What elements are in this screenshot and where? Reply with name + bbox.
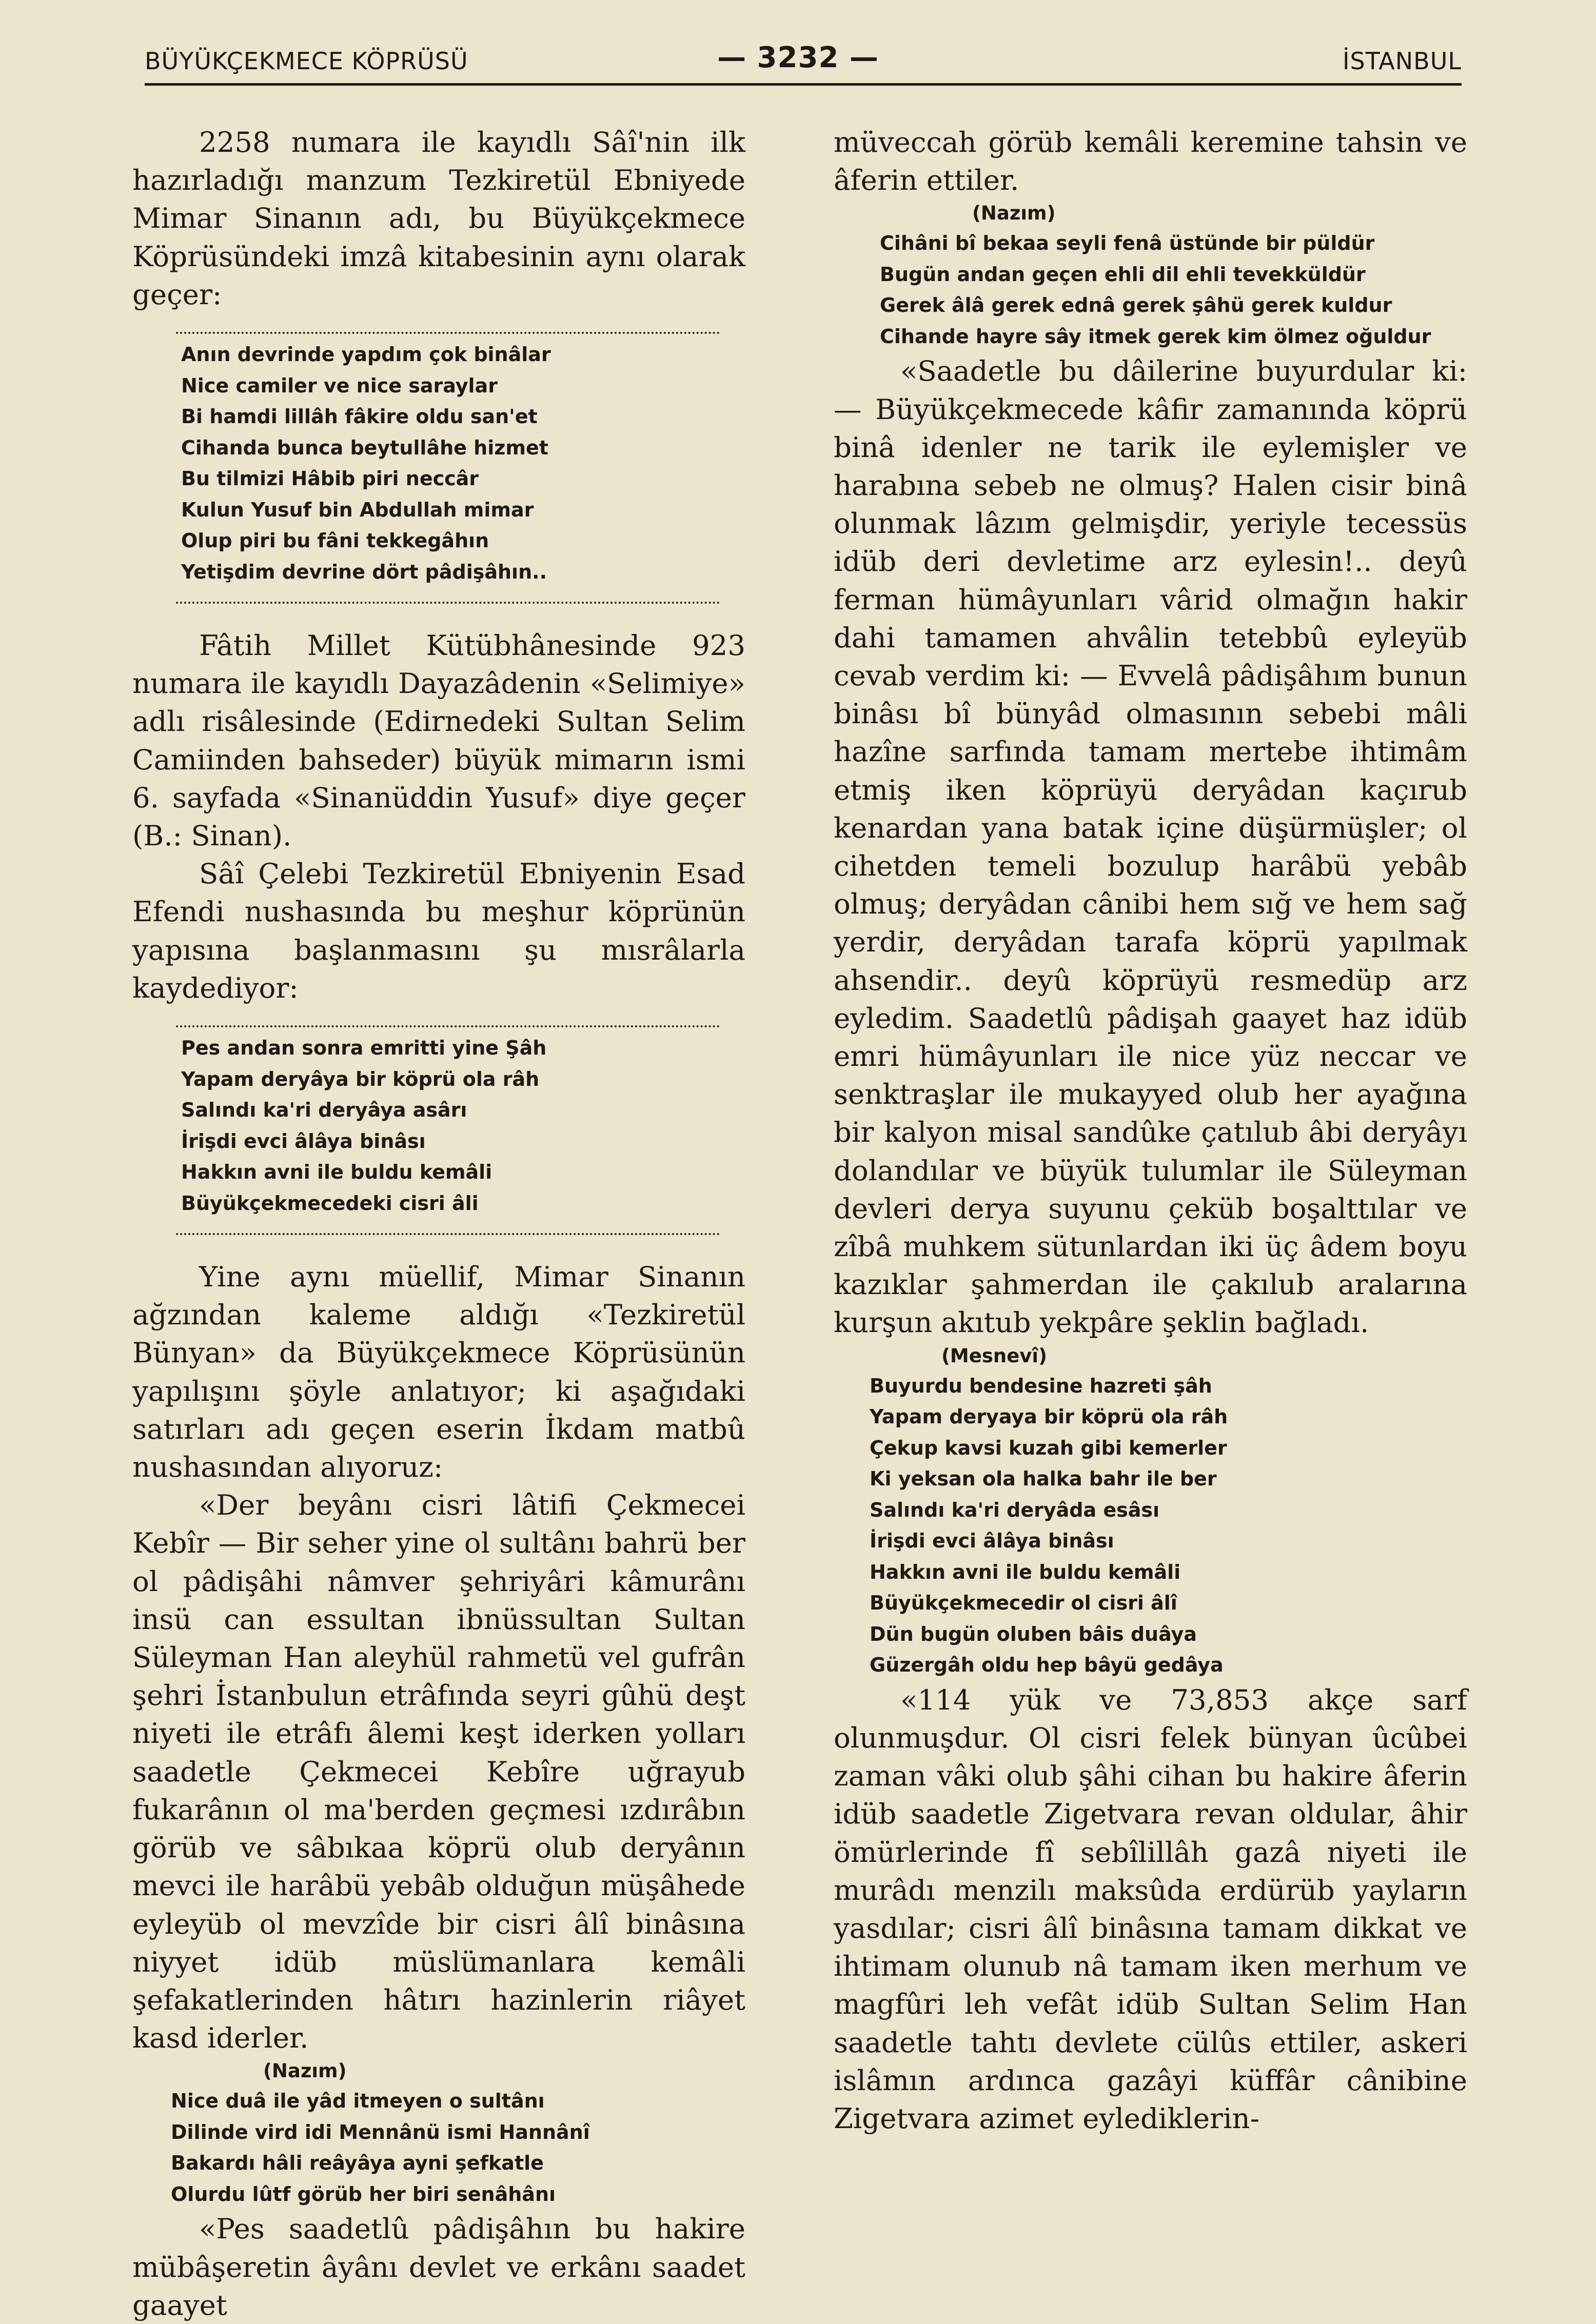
paragraph: «Pes saadetlû pâdişâhın bu hakire mübâşeretin âyânı devlet ve erkânı saadet gaayet bbox=[132, 2212, 745, 2321]
paragraph: Fâtih Millet Kütübhânesinde 923 numara ile kayıdlı Dayazâdenin «Selimiye» adlı risâlesinde (Edirnedeki Sultan Selim Camiinden bahseder) büyük mimarın ismi 6. sayfada «Sinanüddin Yusuf» diye geçer (B.: Sinan). bbox=[132, 629, 745, 852]
verse-block bbox=[132, 2057, 745, 2210]
dotted-separator bbox=[176, 1007, 720, 1027]
verse-block bbox=[132, 339, 745, 587]
verse-line: Kulun Yusuf bin Abdullah mimar bbox=[181, 498, 534, 521]
verse-line: Yapam deryaya bir köprü ola râh bbox=[870, 1405, 1228, 1428]
verse-line: Güzergâh oldu hep bâyü gedâya bbox=[870, 1654, 1224, 1677]
verse-line: Bugün andan geçen ehli dil ehli tevekküldür bbox=[880, 263, 1366, 286]
verse-line: İrişdi evci âlâya binâsı bbox=[181, 1129, 426, 1153]
paragraph: müveccah görüb kemâli keremine tahsin ve âferin ettiler. bbox=[834, 126, 1467, 197]
header-rule bbox=[145, 83, 1462, 86]
verse-block bbox=[834, 199, 1467, 352]
dotted-separator bbox=[176, 313, 720, 334]
paragraph: Sâî Çelebi Tezkiretül Ebniyenin Esad Efendi nushasında bu meşhur köprünün yapısına başlanmasını şu mısrâlarla kaydediyor: bbox=[132, 857, 745, 1004]
paragraph: «Der beyânı cisri lâtifi Çekmecei Kebîr — Bir seher yine ol sultânı bahrü ber ol pâdişâhi nâmver şehriyâri kâmurânı insü can essultan ibnüssultan Sultan Süleyman Han aleyhül rahmetü vel gufrân şehri İstanbulun etrâfında seyri gûhü deşt niyeti ile etrâfı âlemi keşt iderken yolları saadetle Çekmecei Kebîre uğrayub fukarânın ol ma'berden geçmesi ızdırâbın görüb ve sâbıkaa köprü olub deryânın mevci ile harâbü yebâb olduğun müşâhede eyleyüb ol mevzîde bir cisri âlî binâsına niyyet idüb müslümanlara kemâli şefakatlerinden hâtırı hazinlerin riâyet kasd iderler. bbox=[132, 1488, 745, 2055]
verse-line: Ki yeksan ola halka bahr ile ber bbox=[870, 1467, 1217, 1491]
paragraph: 2258 numara ile kayıdlı Sâî'nin ilk hazırladığı manzum Tezkiretül Ebniyede Mimar Sinanın adı, bu Büyükçekmece Köprüsündeki imzâ kitabesinin aynı olarak geçer: bbox=[132, 126, 745, 311]
verse-line: Hakkın avni ile buldu kemâli bbox=[181, 1161, 492, 1184]
verse-line: Bi hamdi lillâh fâkire oldu san'et bbox=[181, 405, 538, 428]
page-number: — 3232 — bbox=[717, 41, 879, 74]
verse-line: İrişdi evci âlâya binâsı bbox=[870, 1530, 1114, 1553]
dotted-separator bbox=[176, 587, 720, 604]
verse-line: Cihâni bî bekaa seyli fenâ üstünde bir püldür bbox=[880, 232, 1375, 255]
verse-line: Nice duâ ile yâd itmeyen o sultânı bbox=[171, 2090, 545, 2113]
verse-block bbox=[834, 1342, 1467, 1681]
verse-line: Büyükçekmecedeki cisri âli bbox=[181, 1191, 479, 1215]
right-column bbox=[834, 123, 1467, 2137]
verse-line: Cihande hayre sây itmek gerek kim ölmez oğuldur bbox=[880, 325, 1431, 348]
verse-line: Dün bugün oluben bâis duâya bbox=[870, 1622, 1197, 1645]
left-column bbox=[132, 123, 745, 2324]
verse-line: Hakkın avni ile buldu kemâli bbox=[870, 1560, 1181, 1583]
verse-heading: (Mesnevî) bbox=[941, 1344, 1047, 1367]
verse-line: Olurdu lûtf görüb her biri senâhânı bbox=[171, 2182, 556, 2206]
paragraph: «Saadetle bu dâilerine buyurdular ki: — Büyükçekmecede kâfir zamanında köprü binâ idenler ne tarik ile eylemişler ve harabına sebeb ne olmuş? Halen cisir binâ olunmak lâzım gelmişdir, yeriyle tecessüs idüb deri devletime arz eylesin!.. deyû ferman hümâyunları vârid olmağın hakir dahi tamamen ahvâlin tetebbû eyleyüb cevab verdim ki: — Evvelâ pâdişâhım bunun binâsı bî bünyâd olmasının sebebi mâli hazîne sarfında tamam mertebe ihtimâm etmiş iken köprüyü deryâdan kaçırub kenardan yana batak içine düşürmüşler; ol cihetden temeli bozulup harâbü yebâb olmuş; deryâdan cânibi hem sığ ve hem sağ yerdir, deryâdan tarafa köprü yapılmak ahsendir.. deyû köprüyü resmedüp arz eyledim. Saadetlû pâdişah gaayet haz idüb emri hümâyunları ile nice yüz neccar ve senktraşlar ile mukayyed olub her ayağına bir kalyon misal sandûke çatılub âbi deryâyı dolandılar ve büyük tulumlar ile Süleyman devleri derya suyunu çeküb boşalttılar ve zîbâ muhkem sütunlardan iki üç âdem boyu kazıklar şahmerdan ile çakılub aralarına kurşun akıtub yekpâre şeklin bağladı. bbox=[834, 354, 1467, 1339]
verse-line: Cihanda bunca beytullâhe hizmet bbox=[181, 436, 548, 459]
verse-line: Çekup kavsi kuzah gibi kemerler bbox=[870, 1436, 1227, 1459]
verse-line: Yetişdim devrine dört pâdişâhın.. bbox=[181, 560, 547, 583]
verse-line: Gerek âlâ gerek ednâ gerek şâhü gerek kuldur bbox=[880, 294, 1392, 317]
verse-line: Salındı ka'ri deryâya asârı bbox=[181, 1099, 467, 1122]
verse-block bbox=[132, 1032, 745, 1219]
verse-heading: (Nazım) bbox=[263, 2060, 347, 2082]
verse-line: Anın devrinde yapdım çok binâlar bbox=[181, 343, 551, 366]
running-title: BÜYÜKÇEKMECE KÖPRÜSÜ bbox=[145, 47, 468, 75]
paragraph: «114 yük ve 73,853 akçe sarf olunmuşdur. Ol cisri felek bünyan ûcûbei zaman vâki olub şâhi cihan bu hakire âferin idüb saadetle Zigetvara revan oldular, âhir ömürlerinde fî sebîlillâh gazâ niyeti ile murâdı menzilı maksûda erdürüb yayların yasdılar; cisri âlî binâsına tamam dikkat ve ihtimam olunub nâ tamam iken merhum ve magfûri leh vefât idüb Sultan Selim Han saadetle tahtı devlete cülûs ettiler, askeri islâmın ardınca gazâyi küffâr cânibine Zigetvara azimet eylediklerin- bbox=[834, 1683, 1467, 2135]
verse-line: Salındı ka'ri deryâda esâsı bbox=[870, 1498, 1159, 1521]
verse-line: Buyurdu bendesine hazreti şâh bbox=[870, 1374, 1212, 1397]
verse-line: Olup piri bu fâni tekkegâhın bbox=[181, 529, 489, 552]
verse-line: Nice camiler ve nice saraylar bbox=[181, 374, 498, 397]
dotted-separator bbox=[176, 1219, 720, 1235]
verse-line: Yapam deryâya bir köprü ola râh bbox=[181, 1067, 540, 1090]
paragraph: Yine aynı müellif, Mimar Sinanın ağzından kaleme aldığı «Tezkiretül Bünyan» da Büyükçekmece Köprüsünün yapılışını şöyle anlatıyor; ki aşağıdaki satırları adı geçen eserin İkdam matbû nushasından alıyoruz: bbox=[132, 1260, 745, 1484]
verse-heading: (Nazım) bbox=[972, 202, 1056, 225]
verse-line: Bu tilmizi Hâbib piri neccâr bbox=[181, 467, 479, 490]
running-section: İSTANBUL bbox=[1342, 47, 1462, 75]
verse-line: Pes andan sonra emritti yine Şâh bbox=[181, 1037, 547, 1060]
verse-line: Büyükçekmecedir ol cisri âlî bbox=[870, 1592, 1177, 1615]
verse-line: Bakardı hâli reâyâya ayni şefkatle bbox=[171, 2152, 544, 2175]
verse-line: Dilinde vird idi Mennânü ismi Hannânî bbox=[171, 2120, 590, 2143]
